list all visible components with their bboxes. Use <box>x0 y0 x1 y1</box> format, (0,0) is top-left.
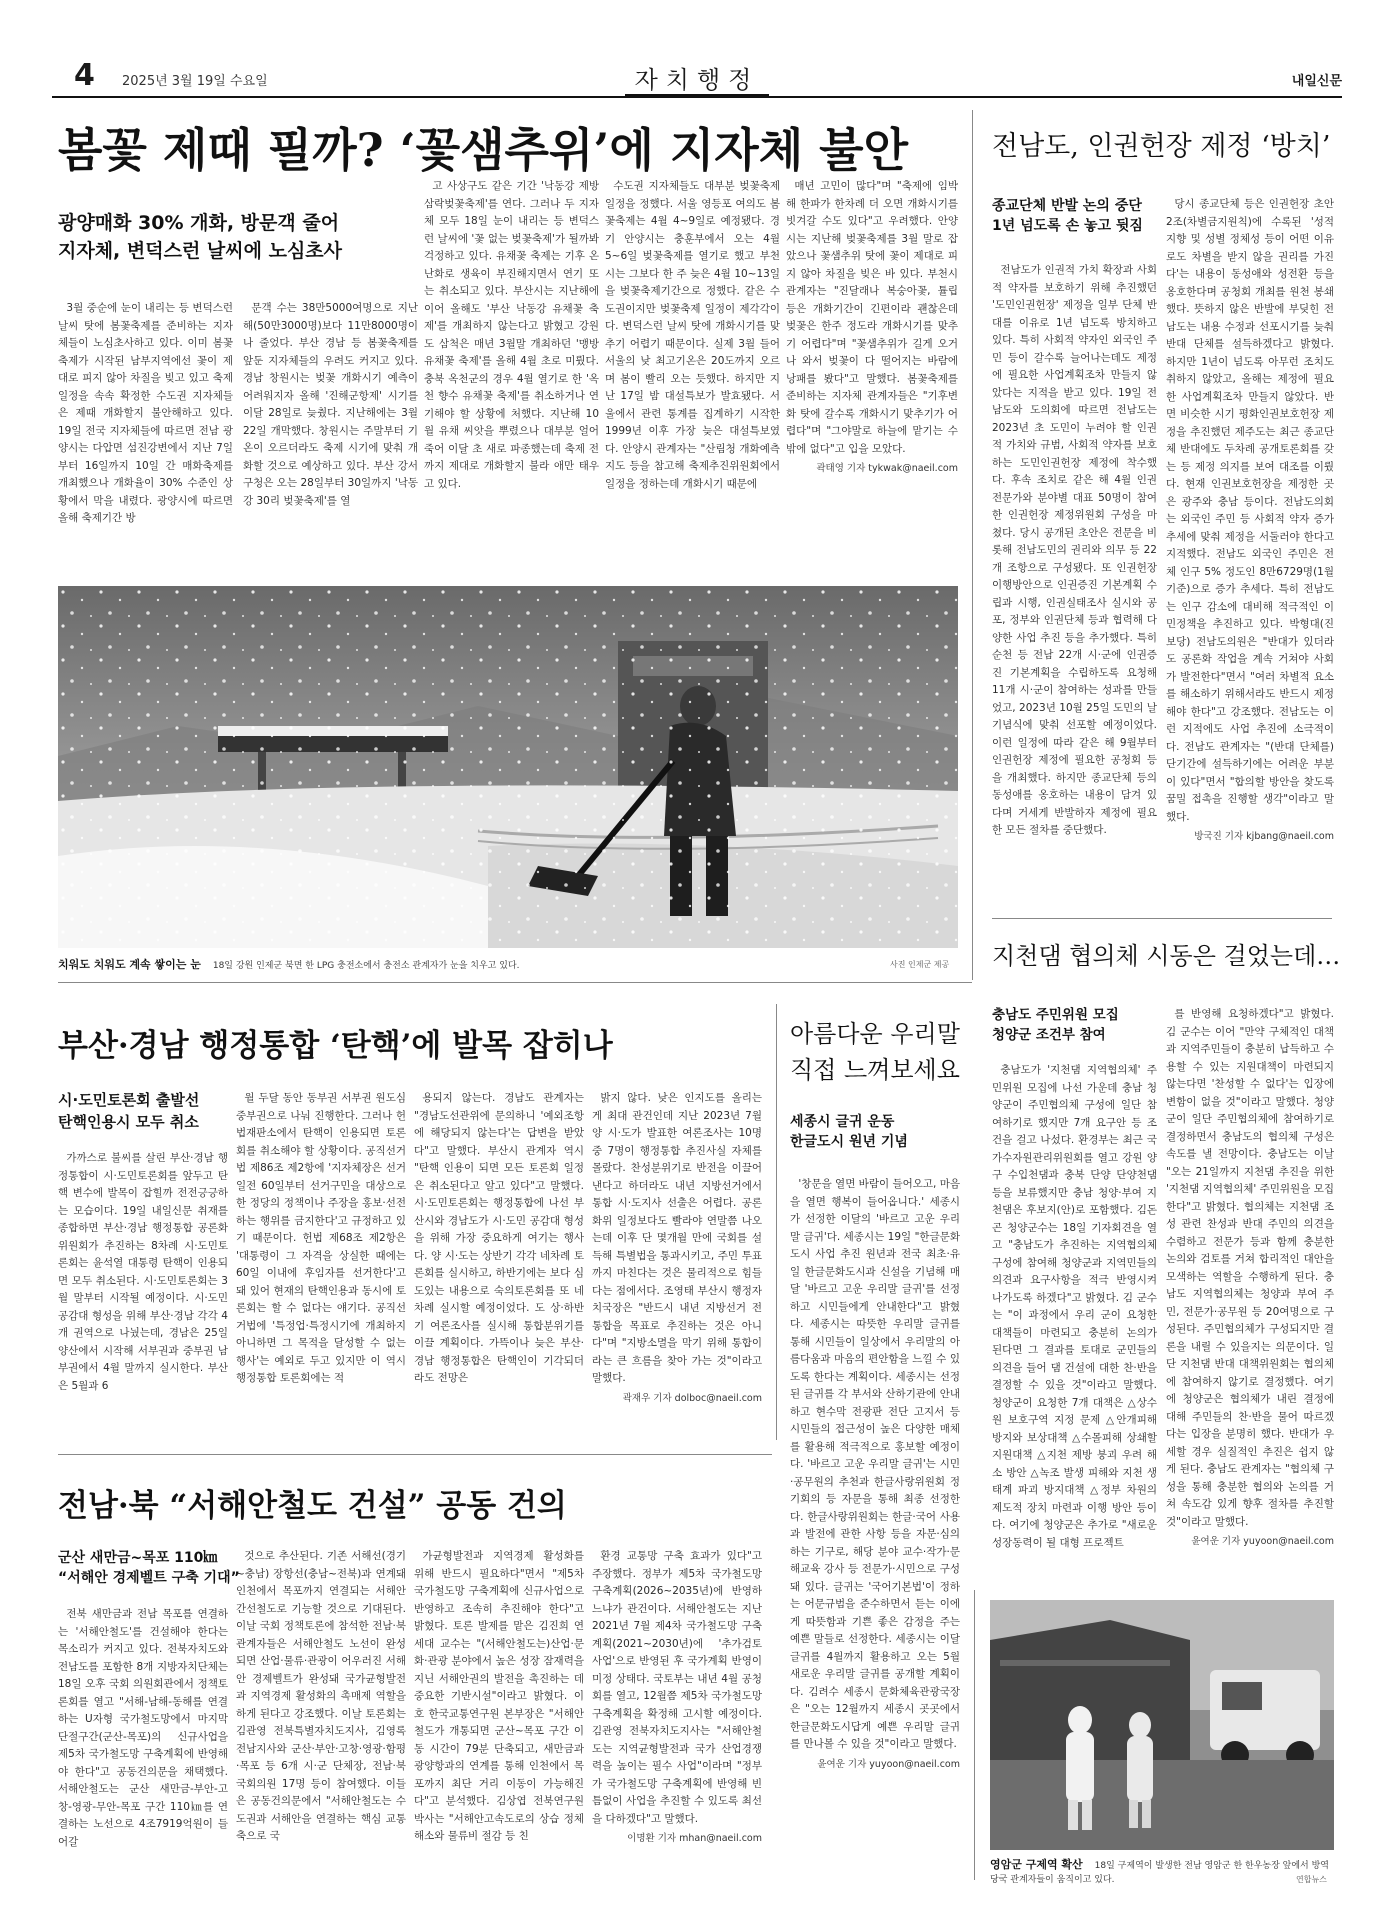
quarantine-photo-credit: 연합뉴스 <box>1296 1875 1327 1884</box>
article4-col2: 월 두달 동안 동부권 서부권 원도심 중부권으로 나눠 진행한다. 그러나 헌법재판소에서 탄핵이 인용되면 토론회를 취소해야 할 상황이다. 공직선거법 제86조 제2항에 '지자체장은 선거일전 60일부터 선거구민을 대상으로 한 정당의 정책이나 주장을 홍보·선전하는 행위를 금지한다'고 규정하고 있기 때문이다. 헌법 제68조 제2항은 '대통령이 그 자격을 상실한 때에는 60일 이내에 후임자를 선거한다'고 돼 있어 현재의 탄핵인용과 동시에 토론회는 할 수 없다는 얘기다. 공직선거법에 '특정업·특정시기에 개최하지 아니하면 그 목적을 달성할 수 없는 행사'는 예외로 두고 있지만 이 역시 행정통합 토론회에는 적 <box>236 1092 406 1384</box>
article2-bottom-rule <box>992 918 1332 919</box>
photo2-divider <box>974 1590 975 1880</box>
article6-col2: 것으로 추산된다. 기존 서해선(경기~충남) 장항선(충남~전북)과 연계돼 인천에서 목포까지 연결되는 서해안 간선철도로 기능할 것으로 기대된다. 이날 국회 정책토론에 참석한 전남·북 관계자들은 서해안철도 노선이 완성되면 산업·물류·관광이 어우러진 서해안 경제벨트가 완성돼 국가균형발전과 지역경제 활성화의 촉매제 역할을 하게 된다고 강조했다. 이날 토론회는 김관영 전북특별자치도지사, 김영록 전남지사와 군산·부안·고창·영광·함평·목포 등 6개 시·군 단체장, 전남·북 국회의원 17명 등이 참여했다. 이들은 공동건의문에서 "서해안철도는 수도권과 서해안을 연결하는 핵심 교통축으로 국 <box>236 1550 406 1842</box>
page-number: 4 <box>74 58 95 93</box>
article1-headline: 봄꽃 제때 필까? ‘꽃샘추위’에 지자체 불안 <box>58 123 909 177</box>
article5-byline: 윤여운 기자 yuyoon@naeil.com <box>817 1758 960 1770</box>
quarantine-photo <box>990 1600 1334 1850</box>
article4-col1: 가까스로 불씨를 살린 부산·경남 행정통합이 시·도민토론회를 앞두고 탄핵 변수에 발목이 잡힐까 전전긍긍하는 모습이다. 19일 내일신문 취재를 종합하면 부산·경남 행정통합 공론화위원회가 추진하는 8차례 시·도민토론회는 윤석열 대통령 탄핵이 인용되면 모두 취소된다. 시·도민토론회는 3월 말부터 시작될 예정이다. 시·도민 공감대 형성을 위해 부산·경남 각각 4개 권역으로 나눴는데, 경남은 25일 양산에서 시작해 서부권과 중부권 남부권에서 4월 말까지 실시한다. 부산은 5월과 6 <box>58 1152 228 1392</box>
article2-subhead: 종교단체 반발 논의 중단 1년 넘도록 손 놓고 뒷짐 <box>992 198 1143 235</box>
article4-byline: 곽재우 기자 dolboc@naeil.com <box>622 1392 762 1404</box>
section-title: 자치행정 <box>52 60 1342 95</box>
newspaper-name: 내일신문 <box>1291 74 1342 89</box>
snow-photo <box>58 586 958 948</box>
article6-subhead: 군산 새만금~목포 110㎞ “서해안 경제벨트 구축 기대” <box>58 1550 240 1587</box>
article6-headline: 전남·북 “서해안철도 건설” 공동 건의 <box>58 1488 567 1524</box>
article2-col1: 전남도가 인권적 가치 확장과 사회적 약자를 보호하기 위해 추진했던 '도민인권헌장' 제정을 일부 단체 반대를 이유로 1년 넘도록 방치하고 있다. 특히 사회적 약자인 외국인 주민 등이 갈수록 늘어나는데도 제정에 필요한 사업계획조차 만들지 않았다는 지적을 받고 있다. 19일 전남도와 도의회에 따르면 전남도는 2023년 초 도민이 누려야 할 인권적 가치와 규범, 사회적 약자를 보호하는 도민인권헌장 제정에 착수했다. 후속 조치로 같은 해 4월 인권 전문가와 분야별 대표 50명이 참여한 인권헌장 제정위원회 구성을 마쳤다. 당시 공개된 초안은 전문을 비롯해 전남도민의 권리와 의무 등 22개 조항으로 구성됐다. 또 인권헌장 이행방안으로 인권증진 기본계획 수립과 시행, 인권실태조사 실시와 공포, 정부와 인권단체 등과 협력해 다양한 사업 추진 등을 추가했다. 특히 순천 등 전남 22개 시·군에 인권증진 기본계획을 수립하도록 요청해 11개 시·군이 참여하는 성과를 만들었고, 2023년 10월 25일 도민의 날 기념식에 맞춰 선포할 예정이었다. 이런 일정에 따라 같은 해 9월부터 인권헌장 제정에 필요한 공청회 등을 개최했다. 하지만 종교단체 등의 동성애를 옹호하는 내용이 담겨 있다며 거세게 반발하자 제정에 필요한 모든 절차를 중단했다. <box>992 264 1157 836</box>
article1-col5: 매년 고민이 많다"며 "축제에 임박해 한파가 한차례 더 오면 개화시기를 빗겨갈 수도 있다"고 우려했다. 안양시는 지난해 벚꽃축제를 3월 말로 잡았으나 꽃샘추위 탓에 꽃이 제대로 피지 않아 차질을 빚은 바 있다. 부천시 관계자는 "진달래나 복숭아꽃, 튤립 등은 개화기간이 긴편이라 괜찮은데 벚꽃은 한주 정도라 개화시기를 맞추기 어렵다"며 "꽃샘추위가 길게 오거나 와서 벚꽃이 다 떨어지는 바람에 낭패를 봤다"고 말했다. 봄꽃축제를 준비하는 지자체 관계자들은 "기후변화 탓에 갈수록 개화시기 맞추기가 어렵다"며 "그야말로 하늘에 맡기는 수밖에 없다"고 입을 모았다. 곽태영 기자 tykwak@naeil.com <box>786 178 958 570</box>
article4-subhead: 시·도민토론회 출발선 탄핵인용시 모두 취소 <box>58 1091 200 1131</box>
masthead <box>52 58 1342 98</box>
middle-rule <box>58 982 972 983</box>
article3-subhead: 충남도 주민위원 모집 청양군 조건부 참여 <box>992 1007 1119 1043</box>
article4-col4: 밝지 않다. 낮은 인지도를 올리는 게 최대 관건인데 지난 2023년 7월 양 시·도가 발표한 여론조사는 10명 중 7명이 행정통합 추진사실 자체를 몰랐다. 찬성분위기로 반전을 이끌어 낸다고 하더라도 내년 지방선거에서 통합 시·도지사 선출은 어렵다. 공론화위 일정보다도 빨라야 연말쯤 나오는데 이후 단 몇개월 만에 국회를 설득해 특별법을 통과시키고, 주민 투표까지 마친다는 것은 물리적으로 힘들다는 점에서다. 조영태 부산시 행정자치국장은 "반드시 내년 지방선거 전 통합을 목표로 추진하는 것은 아니다"며 "지방소멸을 막기 위해 통합이라는 큰 흐름을 찾아 가는 것"이라고 말했다. 곽재우 기자 dolboc@naeil.com <box>592 1090 762 1440</box>
article3-col1: 충남도가 '지천댐 지역협의체' 주민위원 모집에 나선 가운데 충남 청양군이 주민협의체 구성에 일단 참여하기로 했지만 7개 요구안 등 조건을 걸고 나섰다. 환경부는 최근 국가수자원관리위원회를 열고 강원 양구 수입천댐과 충북 단양 단양천댐 등을 보류했지만 충남 청양·부여 지천댐은 후보지(안)로 포함했다. 김돈곤 청양군수는 18일 기자회견을 열고 "충남도가 추진하는 지역협의체 구성에 참여해 청양군과 지역민들의 의견과 요구사항을 적극 반영시켜 나가도록 하겠다"고 밝혔다. 김 군수는 "이 과정에서 우리 군이 요청한 대책들이 마련되고 충분히 논의가 된다면 그 결과를 토대로 군민들의 의견을 들어 댐 건설에 대한 찬·반을 결정할 수 있을 것"이라고 말했다. 청양군이 요청한 7개 대책은 △상수원 보호구역 지정 문제 △안개피해 방지와 보상대책 △수몰피해 상쇄할 지원대책 △지천 제방 붕괴 우려 해소 방안 △녹조 발생 피해와 지천 생태계 파괴 방지대책 △정부 차원의 제도적 장치 마련과 이행 방안 등이다. 여기에 청양군은 추가로 "새로운 성장동력이 될 대형 프로젝트 <box>992 1064 1157 1549</box>
article6-col1: 전북 새만금과 전남 목포를 연결하는 '서해안철도'를 건설해야 한다는 목소리가 커지고 있다. 전북자치도와 전남도를 포함한 8개 지방자치단체는 18일 오후 국회 의원회관에서 정책토론회를 열고 "서해-남해-동해를 연결하는 U자형 국가철도망에서 마지막 단절구간(군산-목포)의 신규사업을 제5차 국가철도망 구축계획에 반영해야 한다"고 공동건의문을 채택했다. 서해안철도는 군산 새만금-부안-고창-영광-무안-목포 구간 110㎞를 연결하는 노선으로 4조7919억원이 들어갈 <box>58 1608 228 1848</box>
snow-photo-caption: 치워도 치워도 계속 쌓이는 눈 18일 강원 인제군 북면 한 LPG 충전소에서 충전소 관계자가 눈을 치우고 있다. <box>58 958 520 971</box>
article5-col1: '창문을 열면 바람이 들어오고, 마음을 열면 행복이 들어옵니다.' 세종시가 선정한 이달의 '바르고 고운 우리말 글귀'다. 세종시는 19일 "한글문화도시 사업 추진 원년과 전국 최초·유일 한글문화도시과 신설을 기념해 매달 '바르고 고운 우리말 글귀'를 선정하고 시민들에게 안내한다"고 밝혔다. 세종시는 따뜻한 우리말 글귀를 통해 시민들이 일상에서 우리말의 아름다움과 마음의 편안함을 느낄 수 있도록 한다는 계획이다. 세종시는 선정된 글귀를 각 부서와 산하기관에 안내하고 현수막 전광판 전단 고지서 등 시민들의 접근성이 높은 다양한 매체를 활용해 적극적으로 홍보할 예정이다. '바르고 고운 우리말 글귀'는 시민·공무원의 추천과 한글사랑위원회 정기회의 등 자문을 통해 최종 선정한다. 한글사랑위원회는 한글·국어 사용과 발전에 관한 사항 등을 자문·심의하는 기구로, 해당 분야 교수·작가·문해교육 강사 등 전문가·시민으로 구성돼 있다. 글귀는 '국어기본법'이 정하는 어문규범을 준수하면서 듣는 이에게 따뜻함과 기쁜 좋은 감정을 주는 예쁜 말들로 선정한다. 세종시는 이달 글귀를 4월까지 활용하고 오는 5월 새로운 우리말 글귀를 공개할 계획이다. 김려수 세종시 문화체육관광국장은 "오는 12월까지 세종시 곳곳에서 한글문화도시답게 예쁜 우리말 글귀를 만나볼 수 있을 것"이라고 말했다. 윤여운 기자 yuyoon@naeil.com <box>790 1176 960 1876</box>
snow-photo-credit: 사진 인제군 제공 <box>890 960 950 969</box>
article2-byline: 방국진 기자 kjbang@naeil.com <box>1194 831 1334 842</box>
article6-byline: 이명환 기자 mhan@naeil.com <box>627 1833 762 1844</box>
article1-col4: 수도권 지자체들도 대부분 벚꽃축제 일정을 정했다. 서울 영등포 여의도 봄꽃축제는 4월 4~9일로 예정됐다. 경기 안양시는 충훈부에서 오는 4월 5~6일 벚꽃축제를 열기로 했고 부천시는 그보다 한 주 늦은 4월 10~13일을 벚꽃축제기간으로 정했다. 같은 수도권이지만 벚꽃축제 일정이 제각각이다. 변덕스런 날씨 탓에 개화시기를 맞추기 어렵기 때문이다. 실제 3월 들어 서울의 낮 최고기온은 20도까지 오르며 봄이 빨리 오는 듯했다. 하지만 지난 17일 밤 대설특보가 발효됐다. 서울에서 관련 통계를 집계하기 시작한 1999년 이후 가장 늦은 대설특보였다. 안양시 관계자는 "산림청 개화예측지도 등을 참고해 축제추진위원회에서 일정을 정하는데 개화시기 때문에 <box>605 180 780 490</box>
publication-date: 2025년 3월 19일 수요일 <box>122 74 268 89</box>
article5-divider <box>776 1004 777 1440</box>
article4-col3: 용되지 않는다. 경남도 관계자는 "경남도선관위에 문의하니 '예외조항에 해당되지 않는다'는 답변을 받았다"고 말했다. 부산시 관계자 역시 "탄핵 인용이 되면 모든 토론회 일정은 취소된다고 알고 있다"고 말했다. 시·도민토론회는 행정통합에 나선 부산시와 경남도가 시·도민 공감대 형성을 위해 가장 중요하게 여기는 행사다. 양 시·도는 상반기 각각 네차례 토론회를 실시하고, 하반기에는 보다 심도있는 내용으로 숙의토론회를 또 네차례 실시할 예정이었다. 도 상·하반기 여론조사를 실시해 통합분위기를 이끌 계획이다. 가뜩이나 늦은 부산·경남 행정통합은 탄핵인이 기각되더라도 전망은 <box>414 1092 584 1384</box>
quarantine-photo-caption: 영암군 구제역 확산 18일 구제역이 발생한 전남 영암군 한 한우농장 앞에서 방역당국 관계자들이 움직이고 있다. <box>990 1858 1329 1885</box>
article1-byline: 곽태영 기자 tykwak@naeil.com <box>816 463 958 474</box>
article6-col4: 환경 교통망 구축 효과가 있다"고 주장했다. 정부가 제5차 국가철도망 구축계획(2026~2035년)에 반영하느냐가 관건이다. 서해안철도는 지난 2021년 7월 제4차 국가철도망 구축계획(2021~2030년)에 '추가검토 사업'으로 반영된 후 국가계획 반영이 미정 상태다. 국토부는 내년 4월 공청회를 열고, 12월쯤 제5차 국가철도망 구축계획을 확정해 고시할 예정이다. 김관영 전북자치도지사는 "서해안철도는 지역균형발전과 국가 산업경쟁력을 높이는 필수 사업"이라며 "정부가 국가철도망 구축계획에 반영해 빈틈없이 사업을 추진할 수 있도록 최선을 다하겠다"고 말했다. 이명환 기자 mhan@naeil.com <box>592 1548 762 1896</box>
article1-subhead: 광양매화 30% 개화, 방문객 줄어 지자체, 변덕스런 날씨에 노심초사 <box>58 212 343 262</box>
article5-headline: 아름다운 우리말 직접 느껴보세요 <box>790 1020 960 1084</box>
lower-rule <box>58 1454 772 1455</box>
article5-subhead: 세종시 글귀 운동 한글도시 원년 기념 <box>790 1114 908 1151</box>
article2-col2: 당시 종교단체 등은 인권헌장 초안 2조(차별금지원칙)에 수록된 '성적 지향 및 성별 정체성 등이 어떤 이유로도 차별을 받지 않을 권리를 가진다'는 내용이 동성애와 성전환 등을 옹호한다며 공청회 개최를 원천 봉쇄했다. 뜻하지 않은 반발에 부딪힌 전남도는 내용 수정과 선포시기를 늦춰 반대 단체를 설득하겠다고 밝혔다. 하지만 1년이 넘도록 아무런 조치도 취하지 않았고, 올해는 제정에 필요한 사업계획조차 만들지 않았다. 반면 비슷한 시기 평화인권보호헌장 제정을 추진했던 제주도는 최근 종교단체 반대에도 두차례 공개토론회를 갖는 등 제정 의지를 보여 대조를 이뤘다. 현재 인권보호헌장을 제정한 곳은 광주와 충남 등이다. 전남도의회는 외국인 주민 등 사회적 약자 증가 추세에 맞춰 제정을 서둘러야 한다고 지적했다. 전남도 외국인 주민은 전체 인구 5% 정도인 8만6729명(1월 기준)으로 증가 추세다. 특히 전남도는 인구 감소에 대비해 적극적인 이민정책을 추진하고 있다. 박형대(진보당) 전남도의원은 "반대가 있더라도 공론화 작업을 계속 거쳐야 사회가 발전한다"면서 "여러 차별적 요소를 해소하기 위해서라도 반드시 제정해야 한다"고 강조했다. 전남도는 이런 지적에도 사업 추진에 소극적이다. 전남도 관계자는 "(반대 단체를) 단기간에 설득하기에는 어려운 부분이 있다"면서 "합의할 방안을 찾도록 꿈밀 접촉을 진행할 생각"이라고 말했다. 방국진 기자 kjbang@naeil.com <box>1166 196 1334 902</box>
article6-col3: 가균형발전과 지역경제 활성화를 위해 반드시 필요하다"면서 "제5차 국가철도망 구축계획에 신규사업으로 반영하고 조속히 추진해야 한다"고 밝혔다. 토론 발제를 맡은 김진희 연세대 교수는 "(서해안철도는)산업·문화·관광 분야에서 높은 성장 잠재력을 지닌 서해안권의 발전을 촉진하는 데 중요한 기반시설"이라고 밝혔다. 이 호 한국교통연구원 본부장은 "서해안철도가 개통되면 군산~목포 구간 이동 시간이 79분 단축되고, 새만금과 광양항과의 연계를 통해 인천에서 목포까지 최단 거리 이동이 가능해진다"고 분석했다. 김상엽 전북연구원 박사는 "서해안고속도로의 상습 정체 해소와 물류비 절감 등 친 <box>414 1550 584 1842</box>
article1-col2: 문객 수는 38만5000여명으로 지난해(50만3000명)보다 11만8000명이나 줄었다. 부산 경남 등 봄꽃축제를 앞둔 지자체들의 우려도 커지고 있다. 경남 창원시는 벚꽃 개화시기 예측이 어려워지자 올해 '진해군항제' 시기를 이달 28일로 늦췄다. 지난해에는 3월 22일 개막했다. 창원시는 주말부터 기온이 오르더라도 축제 시기에 맞춰 개화할 것으로 예상하고 있다. 부산 강서구청은 오는 28일부터 30일까지 '낙동강 30리 벚꽃축제'를 열 <box>243 302 418 507</box>
column-divider <box>972 110 973 980</box>
article3-headline: 지천댐 협의체 시동은 걸었는데… <box>992 942 1341 970</box>
article3-byline: 윤여운 기자 yuyoon@naeil.com <box>1191 1536 1334 1547</box>
article1-col1: 3월 중순에 눈이 내리는 등 변덕스런 날씨 탓에 봄꽃축제를 준비하는 지자체들이 노심초사하고 있다. 이미 봄꽃축제가 시작된 남부지역에선 꽃이 제대로 피지 않아 차질을 빚고 있고 축제 일정을 속속 확정한 수도권 지자체들은 제때 개화할지 불안해하고 있다. 19일 전국 지자체들에 따르면 전남 광양시는 다압면 섬진강변에서 지난 7일부터 16일까지 10일 간 매화축제를 개최했으나 개화율이 30% 수준인 상황에서 막을 내렸다. 광양시에 따르면 올해 축제기간 방 <box>58 302 233 524</box>
article1-col3: 고 사상구도 같은 기간 '낙동강 제방 삼락벚꽃축제'를 연다. 그러나 두 지자체 모두 18일 눈이 내리는 등 변덕스런 날씨에 '꽃 없는 벚꽃축제'가 될까봐 걱정하고 있다. 유채꽃 축제는 기후 온난화로 생육이 부진해지면서 연기 또는 취소되고 있다. 부산시는 지난해에 이어 올해도 '부산 낙동강 유채꽃 축제'를 개최하지 않는다고 밝혔고 강원도 삼척은 매년 3월말 개최하던 '맹방유채꽃 축제'를 올해 4월 초로 미뤘다. 충북 옥천군의 경우 4월 열기로 한 '옥천 향수 유채꽃 축제'를 취소하거나 연기해야 할 상황에 처했다. 지난해 10월 유채 씨앗을 뿌렸으나 대부분 얼어죽어 이달 초 새로 파종했는데 축제 전까지 제대로 개화할지 불라 애만 태우고 있다. <box>424 180 599 490</box>
article2-headline: 전남도, 인권헌장 제정 ‘방치’ <box>992 131 1331 162</box>
article3-col2: 를 반영해 요청하겠다"고 밝혔다. 김 군수는 이어 "만약 구체적인 대책과 지역주민들이 충분히 납득하고 수용할 수 있는 지원대책이 마련되지 않는다면 '찬성할 수 없다'는 입장에 변함이 없을 것"이라고 말했다. 청양군이 일단 주민협의체에 참여하기로 결정하면서 충남도의 협의체 구성은 속도를 낼 전망이다. 충남도는 이날 "오는 21일까지 지천댐 추진을 위한 '지천댐 지역협의체' 주민위원을 모집한다"고 밝혔다. 협의체는 지천댐 조성 관련 찬성과 반대 주민의 의견을 수렴하고 전문가 등과 함께 충분한 논의와 검토를 거쳐 합리적인 대안을 모색하는 역할을 수행하게 된다. 충남도 지역협의체는 청양과 부여 주민, 전문가·공무원 등 20여명으로 구성된다. 주민협의체가 구성되지만 결론을 내릴 수 있을지는 의문이다. 일단 지천댐 반대 대책위원회는 협의체에 참여하지 않기로 결정했다. 여기에 청양군은 협의체가 내린 결정에 대해 주민들의 찬·반을 물어 따르겠다는 입장을 분명히 했다. 반대가 우세할 경우 실질적인 추진은 쉽지 않게 된다. 충남도 관계자는 "협의체 구성을 통해 충분한 협의와 논의를 거쳐 속도감 있게 향후 절차를 추진할 것"이라고 말했다. 윤여운 기자 yuyoon@naeil.com <box>1166 1006 1334 1567</box>
article4-headline: 부산·경남 행정통합 ‘탄핵’에 발목 잡히나 <box>58 1028 613 1064</box>
